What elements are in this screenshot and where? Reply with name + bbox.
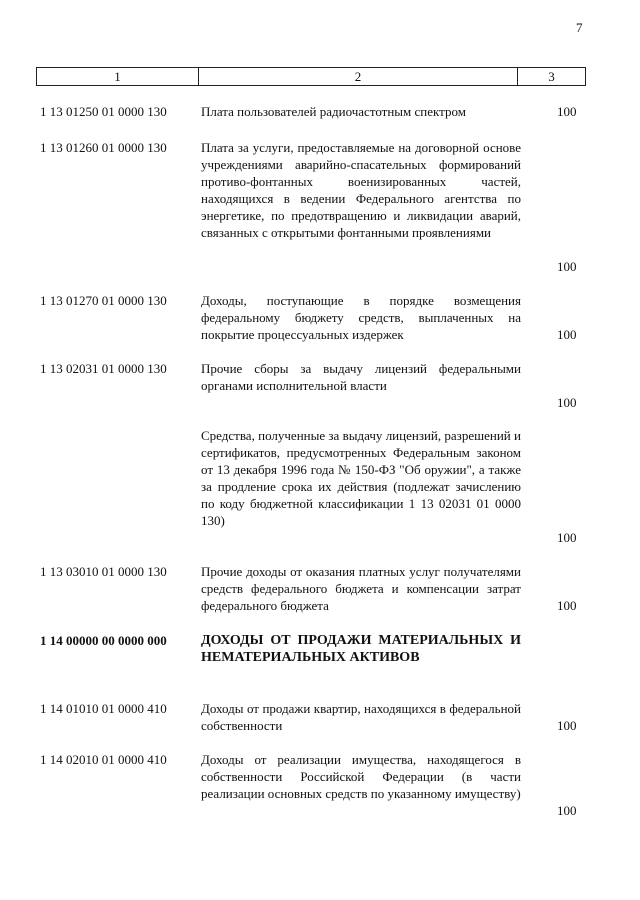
row-value: 100	[557, 598, 577, 613]
row-code: 1 13 03010 01 0000 130	[40, 564, 167, 579]
row-description: Прочие доходы от оказания платных услуг получателями средств федерального бюджета и компенсации затрат федерального бюджета	[201, 564, 521, 613]
row-code: 1 13 01260 01 0000 130	[40, 140, 167, 155]
row-code: 1 13 01250 01 0000 130	[40, 104, 167, 119]
row-value: 100	[557, 718, 577, 733]
row-code: 1 14 01010 01 0000 410	[40, 701, 167, 716]
row-value: 100	[557, 803, 577, 818]
row-description: Плата пользователей радиочастотным спектром	[201, 104, 466, 119]
row-value: 100	[557, 327, 577, 342]
row-description: Средства, полученные за выдачу лицензий, разрешений и сертификатов, предусмотренных Федеральным законом от 13 декабря 1996 года № 150-ФЗ "Об оружии", а также за продление срока их действия (подлежат зачислению по коду бюджетной классификации 1 13 02031 01 0000 130)	[201, 428, 521, 528]
header-col-2: 2	[199, 68, 518, 85]
row-description: Плата за услуги, предоставляемые на договорной основе учреждениями аварийно-спасательных формирований противо-фонтанных военизированных частей, находящихся в ведении Федерального агентства по энергетике, по предотвращению и ликвидации аварий, связанных с открытыми фонтанными проявлениями	[201, 140, 521, 240]
row-value: 100	[557, 104, 577, 119]
row-value: 100	[557, 530, 577, 545]
table-header	[36, 67, 586, 86]
row-value: 100	[557, 395, 577, 410]
row-description: Доходы от продажи квартир, находящихся в федеральной собственности	[201, 701, 521, 733]
row-code: 1 14 02010 01 0000 410	[40, 752, 167, 767]
row-code: 1 13 02031 01 0000 130	[40, 361, 167, 376]
row-code: 1 14 00000 00 0000 000	[40, 633, 167, 648]
row-value: 100	[557, 259, 577, 274]
row-description: Прочие сборы за выдачу лицензий федеральными органами исполнительной власти	[201, 361, 521, 393]
row-description: Доходы от реализации имущества, находящегося в собственности Российской Федерации (в части реализации основных средств по указанному имуществу)	[201, 752, 521, 801]
row-description: Доходы, поступающие в порядке возмещения федеральному бюджету средств, выплаченных на покрытие процессуальных издержек	[201, 293, 521, 342]
page-number: 7	[576, 20, 583, 35]
row-description: ДОХОДЫ ОТ ПРОДАЖИ МАТЕРИАЛЬНЫХ И НЕМАТЕРИАЛЬНЫХ АКТИВОВ	[201, 633, 521, 665]
header-col-3: 3	[548, 69, 555, 84]
row-code: 1 13 01270 01 0000 130	[40, 293, 167, 308]
header-col-1: 1	[37, 68, 199, 85]
